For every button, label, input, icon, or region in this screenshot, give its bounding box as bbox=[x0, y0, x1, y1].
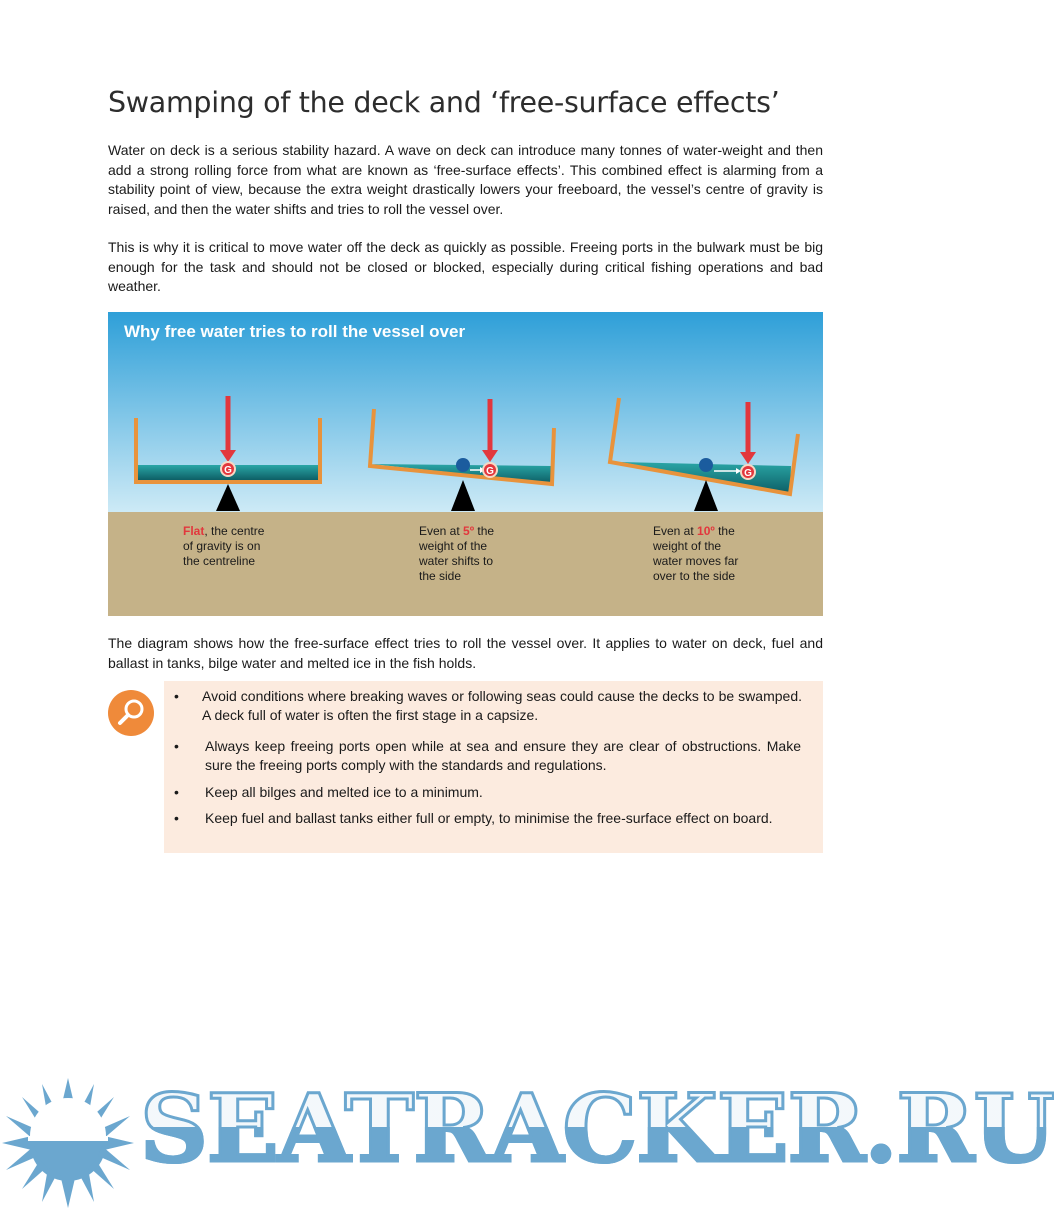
caption-prefix: Even at bbox=[653, 524, 698, 538]
diagram-explanation-paragraph: The diagram shows how the free-surface effect tries to roll the vessel over. It applies to water on deck, fuel and ballast in tanks, bilge water and melted ice in the fish holds. bbox=[108, 635, 823, 671]
freeing-ports-paragraph: This is why it is critical to move water off the deck as quickly as possible. Freeing ports in the bulwark must be big enough for the task and should not be closed or blocked, especially during critical fishing operations and bad weather. bbox=[108, 239, 823, 294]
bullet-icon: • bbox=[174, 810, 179, 826]
tip-text: Always keep freeing ports open while at sea and ensure they are clear of obstructions. Make sure the freeing ports comply with the standards and regulations. bbox=[205, 738, 801, 773]
caption-line: the centreline bbox=[183, 554, 256, 568]
bullet-icon: • bbox=[174, 784, 179, 800]
caption-flat bbox=[183, 524, 313, 569]
free-surface-diagram bbox=[108, 312, 823, 616]
tip-text: Keep all bilges and melted ice to a minimum. bbox=[205, 784, 483, 800]
caption-prefix: Even at bbox=[419, 524, 464, 538]
magnifier-glyph bbox=[108, 690, 154, 736]
tips-box bbox=[164, 681, 823, 853]
watermark-text: SEATRACKER.RU bbox=[140, 1074, 1054, 1184]
caption-10-degrees bbox=[653, 524, 783, 584]
tip-text: Avoid conditions where breaking waves or following seas could cause the decks to be swamped. A deck full of water is often the first stage in a capsize. bbox=[202, 688, 802, 723]
caption-highlight: 5º bbox=[463, 524, 475, 538]
magnifier-icon bbox=[108, 690, 154, 736]
caption-line: the bbox=[474, 524, 495, 538]
caption-line: the side bbox=[419, 569, 462, 583]
bullet-icon: • bbox=[174, 738, 179, 754]
tip-text: Keep fuel and ballast tanks either full or empty, to minimise the free-surface effect on board. bbox=[205, 810, 773, 826]
cg-label: G bbox=[224, 465, 232, 476]
intro-paragraph: Water on deck is a serious stability hazard. A wave on deck can introduce many tonnes of water-weight and then add a strong rolling force from what are known as ‘free-surface effects’. This combined effect is alarming from a stability point of view, because the extra weight drastically lowers your freeboard, the vessel’s centre of gravity is raised, and then the water shifts and tries to roll the vessel over. bbox=[108, 142, 823, 217]
bullet-icon: • bbox=[174, 688, 179, 704]
original-cg-blob bbox=[699, 458, 713, 472]
cg-label: G bbox=[486, 466, 494, 477]
caption-highlight: Flat bbox=[183, 524, 205, 538]
caption-highlight: 10º bbox=[697, 524, 715, 538]
caption-line: the bbox=[714, 524, 735, 538]
cg-label: G bbox=[744, 468, 752, 479]
diagram-title: Why free water tries to roll the vessel over bbox=[124, 322, 466, 341]
watermark-sun-logo bbox=[0, 1076, 136, 1210]
caption-line: weight of the bbox=[653, 539, 722, 553]
page-title: Swamping of the deck and ‘free-surface effects’ bbox=[108, 86, 780, 119]
caption-line: water moves far bbox=[653, 554, 739, 568]
caption-line: over to the side bbox=[653, 569, 736, 583]
caption-line: weight of the bbox=[419, 539, 488, 553]
caption-5-degrees bbox=[419, 524, 549, 584]
original-cg-blob bbox=[456, 458, 470, 472]
caption-line: of gravity is on bbox=[183, 539, 261, 553]
caption-line: , the centre bbox=[204, 524, 265, 538]
caption-line: water shifts to bbox=[419, 554, 494, 568]
